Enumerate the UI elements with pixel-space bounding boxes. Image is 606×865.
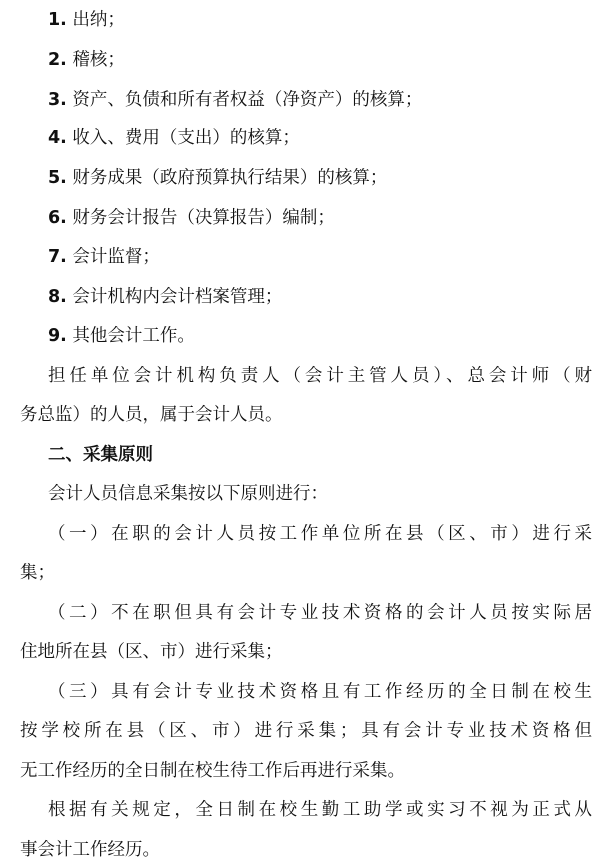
list-item-text: 会计机构内会计档案管理； [72,287,283,307]
list-item-number: 1. [48,10,67,30]
list-item-number: 8. [48,287,67,307]
paragraph-line: 担任单位会计机构负责人（会计主管人员）、总会计师（财 [48,366,592,386]
paragraph-line: 事会计工作经历。 [20,840,160,860]
list-item-number: 7. [48,247,67,267]
list-item-text: 会计监督； [72,247,160,267]
list-item-text: 财务成果（政府预算执行结果）的核算； [72,168,388,188]
paragraph-line: （二）不在职但具有会计专业技术资格的会计人员按实际居 [48,603,592,623]
paragraph-line: 务总监）的人员，属于会计人员。 [20,405,283,425]
list-item-number: 2. [48,50,67,70]
paragraph-line: 集； [20,563,55,583]
list-item [0,46,606,74]
list-item-text: 其他会计工作。 [72,326,195,346]
list-item-number: 4. [48,128,67,148]
list-item-text: 稽核； [72,50,125,70]
list-item-text: 出纳； [72,10,125,30]
list-item-number: 3. [48,90,67,110]
paragraph-line: 按学校所在县（区、市）进行采集；具有会计专业技术资格但 [20,721,592,741]
list-item-number: 5. [48,168,67,188]
list-item [0,86,606,114]
list-item [0,204,606,232]
list-item-text: 财务会计报告（决算报告）编制； [72,208,335,228]
list-item [0,322,606,350]
list-item [0,164,606,192]
list-item [0,124,606,152]
list-item-number: 9. [48,326,67,346]
list-item-text: 收入、费用（支出）的核算； [72,128,300,148]
paragraph-line: （一）在职的会计人员按工作单位所在县（区、市）进行采 [48,524,592,544]
list-item [0,6,606,34]
list-item-text: 资产、负债和所有者权益（净资产）的核算； [72,90,423,110]
paragraph-line: （三）具有会计专业技术资格且有工作经历的全日制在校生 [48,682,592,702]
list-item [0,243,606,271]
list-item [0,283,606,311]
paragraph-line: 无工作经历的全日制在校生待工作后再进行采集。 [20,761,405,781]
list-item-number: 6. [48,208,67,228]
section-heading: 二、采集原则 [48,445,153,465]
paragraph-line: 住地所在县（区、市）进行采集； [20,642,283,662]
paragraph-line: 会计人员信息采集按以下原则进行： [48,484,328,504]
paragraph-line: 根据有关规定，全日制在校生勤工助学或实习不视为正式从 [48,800,592,820]
